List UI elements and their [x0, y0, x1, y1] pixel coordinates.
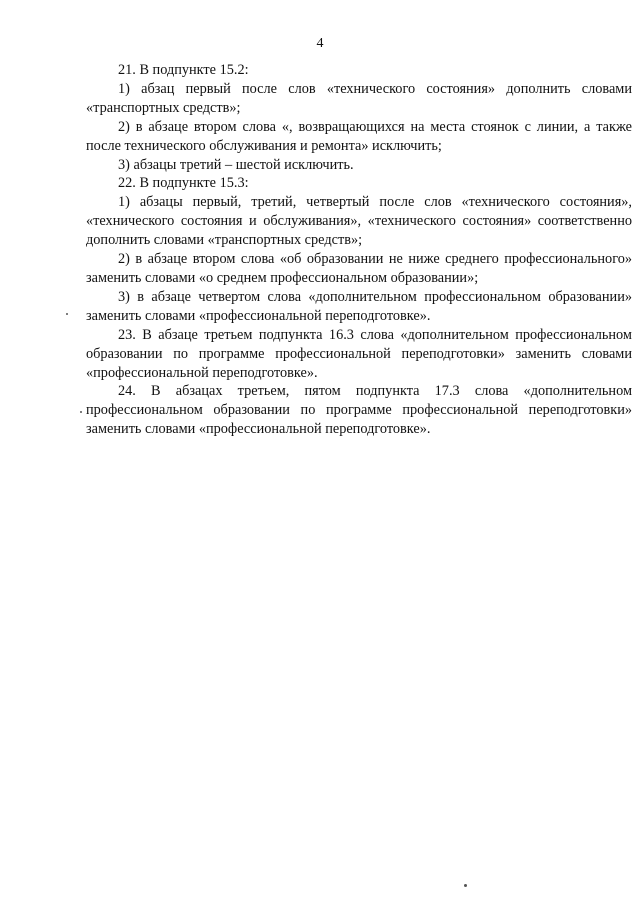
paragraph-21-item-1: 1) абзац первый после слов «технического состояния» дополнить словами «транспортных средств»; — [86, 80, 632, 116]
paragraph-23: 23. В абзаце третьем подпункта 16.3 слова «дополнительном профессиональном образовании по программе профессиональной переподготовки» заменить словами «профессиональной переподготовке». — [86, 326, 632, 381]
scan-speck — [66, 313, 68, 315]
paragraph-22-item-1: 1) абзацы первый, третий, четвертый после слов «технического состояния», «технического состояния и обслуживания», «технического состояния» соответственно дополнить словами «транспортных средств»; — [86, 194, 632, 249]
paragraph-21-item-3: 3) абзацы третий – шестой исключить. — [118, 156, 354, 173]
paragraph-22-item-3: 3) в абзаце четвертом слова «дополнительном профессиональном образовании» заменить словами «профессиональной переподготовке». — [86, 288, 632, 324]
paragraph-21: 21. В подпункте 15.2: — [118, 62, 249, 78]
scan-speck — [80, 411, 82, 413]
page-number: 4 — [316, 36, 324, 51]
paragraph-24: 24. В абзацах третьем, пятом подпункта 17.3 слова «дополнительном профессиональном образовании по программе профессиональной переподготовки» заменить словами «профессиональной переподготовке». — [86, 383, 632, 438]
document-body — [86, 61, 632, 439]
paragraph-21-item-2: 2) в абзаце втором слова «, возвращающихся на места стоянок с линии, а также после технического обслуживания и ремонта» исключить; — [86, 118, 632, 154]
paragraph-22-item-2: 2) в абзаце втором слова «об образовании не ниже среднего профессионального» заменить словами «о среднем профессиональном образовании»; — [86, 251, 632, 286]
scan-speck — [464, 884, 467, 887]
paragraph-22: 22. В подпункте 15.3: — [118, 175, 249, 192]
